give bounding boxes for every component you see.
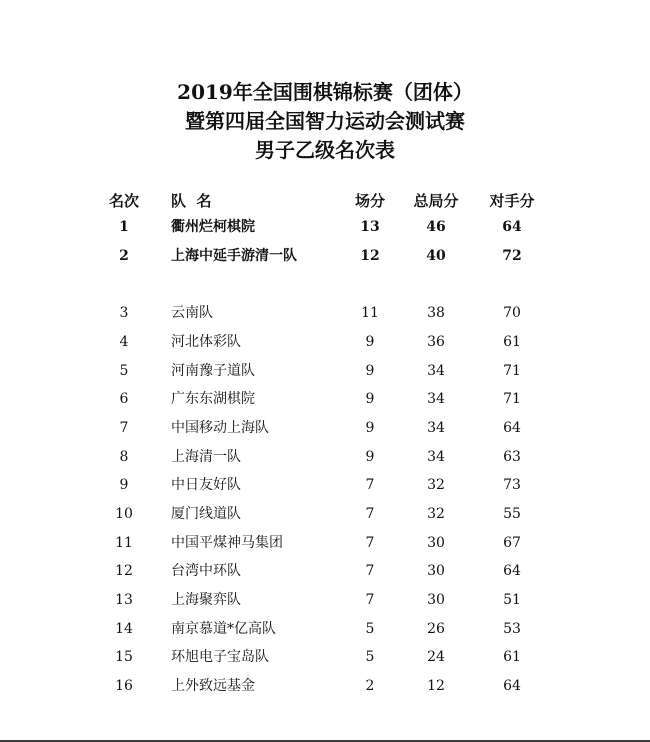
cell-match-points: 7 bbox=[365, 506, 375, 522]
cell-match-points: 13 bbox=[360, 219, 380, 235]
cell-match-points: 5 bbox=[365, 649, 375, 665]
cell-opponent-points: 67 bbox=[503, 535, 521, 551]
cell-team: 上海清一队 bbox=[171, 449, 241, 465]
header-team: 队 名 bbox=[171, 192, 212, 210]
table-header bbox=[0, 187, 650, 215]
title-line-3: 男子乙级名次表 bbox=[255, 138, 395, 162]
cell-opponent-points: 53 bbox=[503, 621, 521, 637]
title-line-2: 暨第四届全国智力运动会测试赛 bbox=[185, 109, 465, 133]
table-row bbox=[0, 586, 650, 614]
cell-opponent-points: 73 bbox=[503, 477, 521, 493]
cell-team: 厦门线道队 bbox=[171, 506, 241, 522]
cell-opponent-points: 51 bbox=[503, 592, 521, 608]
cell-game-points: 12 bbox=[427, 678, 445, 694]
cell-game-points: 34 bbox=[427, 449, 445, 465]
cell-team: 河南豫子道队 bbox=[171, 363, 255, 379]
cell-rank: 10 bbox=[115, 506, 133, 522]
cell-opponent-points: 71 bbox=[503, 391, 521, 407]
cell-game-points: 34 bbox=[427, 420, 445, 436]
cell-team: 广东东湖棋院 bbox=[171, 391, 255, 407]
title-line-1: 2019年全国围棋锦标赛（团体） bbox=[177, 80, 473, 104]
cell-game-points: 34 bbox=[427, 363, 445, 379]
cell-team: 上海中延手游清一队 bbox=[171, 248, 297, 264]
cell-opponent-points: 61 bbox=[503, 649, 521, 665]
cell-team: 上外致远基金 bbox=[171, 678, 255, 694]
table-row bbox=[0, 529, 650, 557]
title-block bbox=[0, 78, 650, 165]
cell-opponent-points: 64 bbox=[503, 420, 521, 436]
cell-match-points: 9 bbox=[365, 334, 375, 350]
cell-game-points: 38 bbox=[427, 305, 445, 321]
cell-rank: 9 bbox=[119, 477, 129, 493]
table-row bbox=[0, 471, 650, 499]
cell-game-points: 36 bbox=[427, 334, 445, 350]
cell-game-points: 46 bbox=[426, 219, 446, 235]
table-row bbox=[0, 615, 650, 643]
cell-rank: 3 bbox=[119, 305, 129, 321]
cell-rank: 14 bbox=[115, 621, 133, 637]
cell-game-points: 34 bbox=[427, 391, 445, 407]
cell-rank: 7 bbox=[119, 420, 129, 436]
table-row bbox=[0, 414, 650, 442]
cell-opponent-points: 70 bbox=[503, 305, 521, 321]
cell-team: 中国移动上海队 bbox=[171, 420, 269, 436]
cell-team: 南京慕道*亿高队 bbox=[171, 621, 276, 637]
cell-opponent-points: 55 bbox=[503, 506, 521, 522]
cell-team: 衢州烂柯棋院 bbox=[171, 219, 255, 235]
table-row bbox=[0, 299, 650, 327]
cell-match-points: 9 bbox=[365, 391, 375, 407]
cell-opponent-points: 61 bbox=[503, 334, 521, 350]
cell-opponent-points: 71 bbox=[503, 363, 521, 379]
table-row bbox=[0, 242, 650, 270]
header-rank: 名次 bbox=[108, 192, 139, 210]
cell-match-points: 9 bbox=[365, 363, 375, 379]
cell-match-points: 2 bbox=[365, 678, 375, 694]
table-row bbox=[0, 557, 650, 585]
cell-rank: 16 bbox=[115, 678, 133, 694]
cell-team: 中日友好队 bbox=[171, 477, 241, 493]
cell-team: 上海聚弈队 bbox=[171, 592, 241, 608]
cell-rank: 1 bbox=[119, 219, 129, 235]
cell-game-points: 24 bbox=[427, 649, 445, 665]
cell-rank: 8 bbox=[119, 449, 129, 465]
cell-match-points: 9 bbox=[365, 420, 375, 436]
cell-rank: 2 bbox=[119, 248, 129, 264]
cell-team: 河北体彩队 bbox=[171, 334, 241, 350]
cell-rank: 4 bbox=[119, 334, 129, 350]
cell-game-points: 40 bbox=[426, 248, 446, 264]
table-row bbox=[0, 443, 650, 471]
table-row bbox=[0, 500, 650, 528]
cell-rank: 13 bbox=[115, 592, 133, 608]
cell-opponent-points: 72 bbox=[502, 248, 522, 264]
cell-rank: 11 bbox=[115, 535, 133, 551]
cell-rank: 6 bbox=[119, 391, 129, 407]
cell-match-points: 12 bbox=[360, 248, 380, 264]
cell-opponent-points: 63 bbox=[503, 449, 521, 465]
table-row bbox=[0, 643, 650, 671]
cell-rank: 12 bbox=[115, 563, 133, 579]
cell-opponent-points: 64 bbox=[503, 563, 521, 579]
cell-match-points: 5 bbox=[365, 621, 375, 637]
cell-game-points: 32 bbox=[427, 477, 445, 493]
header-match-points: 场分 bbox=[354, 192, 385, 210]
cell-match-points: 11 bbox=[361, 305, 379, 321]
table-row bbox=[0, 357, 650, 385]
cell-match-points: 7 bbox=[365, 535, 375, 551]
cell-game-points: 26 bbox=[427, 621, 445, 637]
cell-team: 中国平煤神马集团 bbox=[171, 535, 283, 551]
cell-team: 环旭电子宝岛队 bbox=[171, 649, 269, 665]
cell-game-points: 30 bbox=[427, 563, 445, 579]
cell-team: 云南队 bbox=[171, 305, 213, 321]
cell-team: 台湾中环队 bbox=[171, 563, 241, 579]
header-opponent-points: 对手分 bbox=[489, 192, 535, 210]
table-row bbox=[0, 672, 650, 700]
cell-match-points: 7 bbox=[365, 563, 375, 579]
cell-rank: 15 bbox=[115, 649, 133, 665]
cell-game-points: 30 bbox=[427, 592, 445, 608]
table-row bbox=[0, 213, 650, 241]
cell-opponent-points: 64 bbox=[503, 678, 521, 694]
header-game-points: 总局分 bbox=[413, 192, 459, 210]
cell-match-points: 7 bbox=[365, 477, 375, 493]
table-row bbox=[0, 385, 650, 413]
cell-game-points: 30 bbox=[427, 535, 445, 551]
cell-game-points: 32 bbox=[427, 506, 445, 522]
cell-rank: 5 bbox=[119, 363, 129, 379]
cell-match-points: 7 bbox=[365, 592, 375, 608]
cell-opponent-points: 64 bbox=[502, 219, 522, 235]
table-row bbox=[0, 328, 650, 356]
cell-match-points: 9 bbox=[365, 449, 375, 465]
